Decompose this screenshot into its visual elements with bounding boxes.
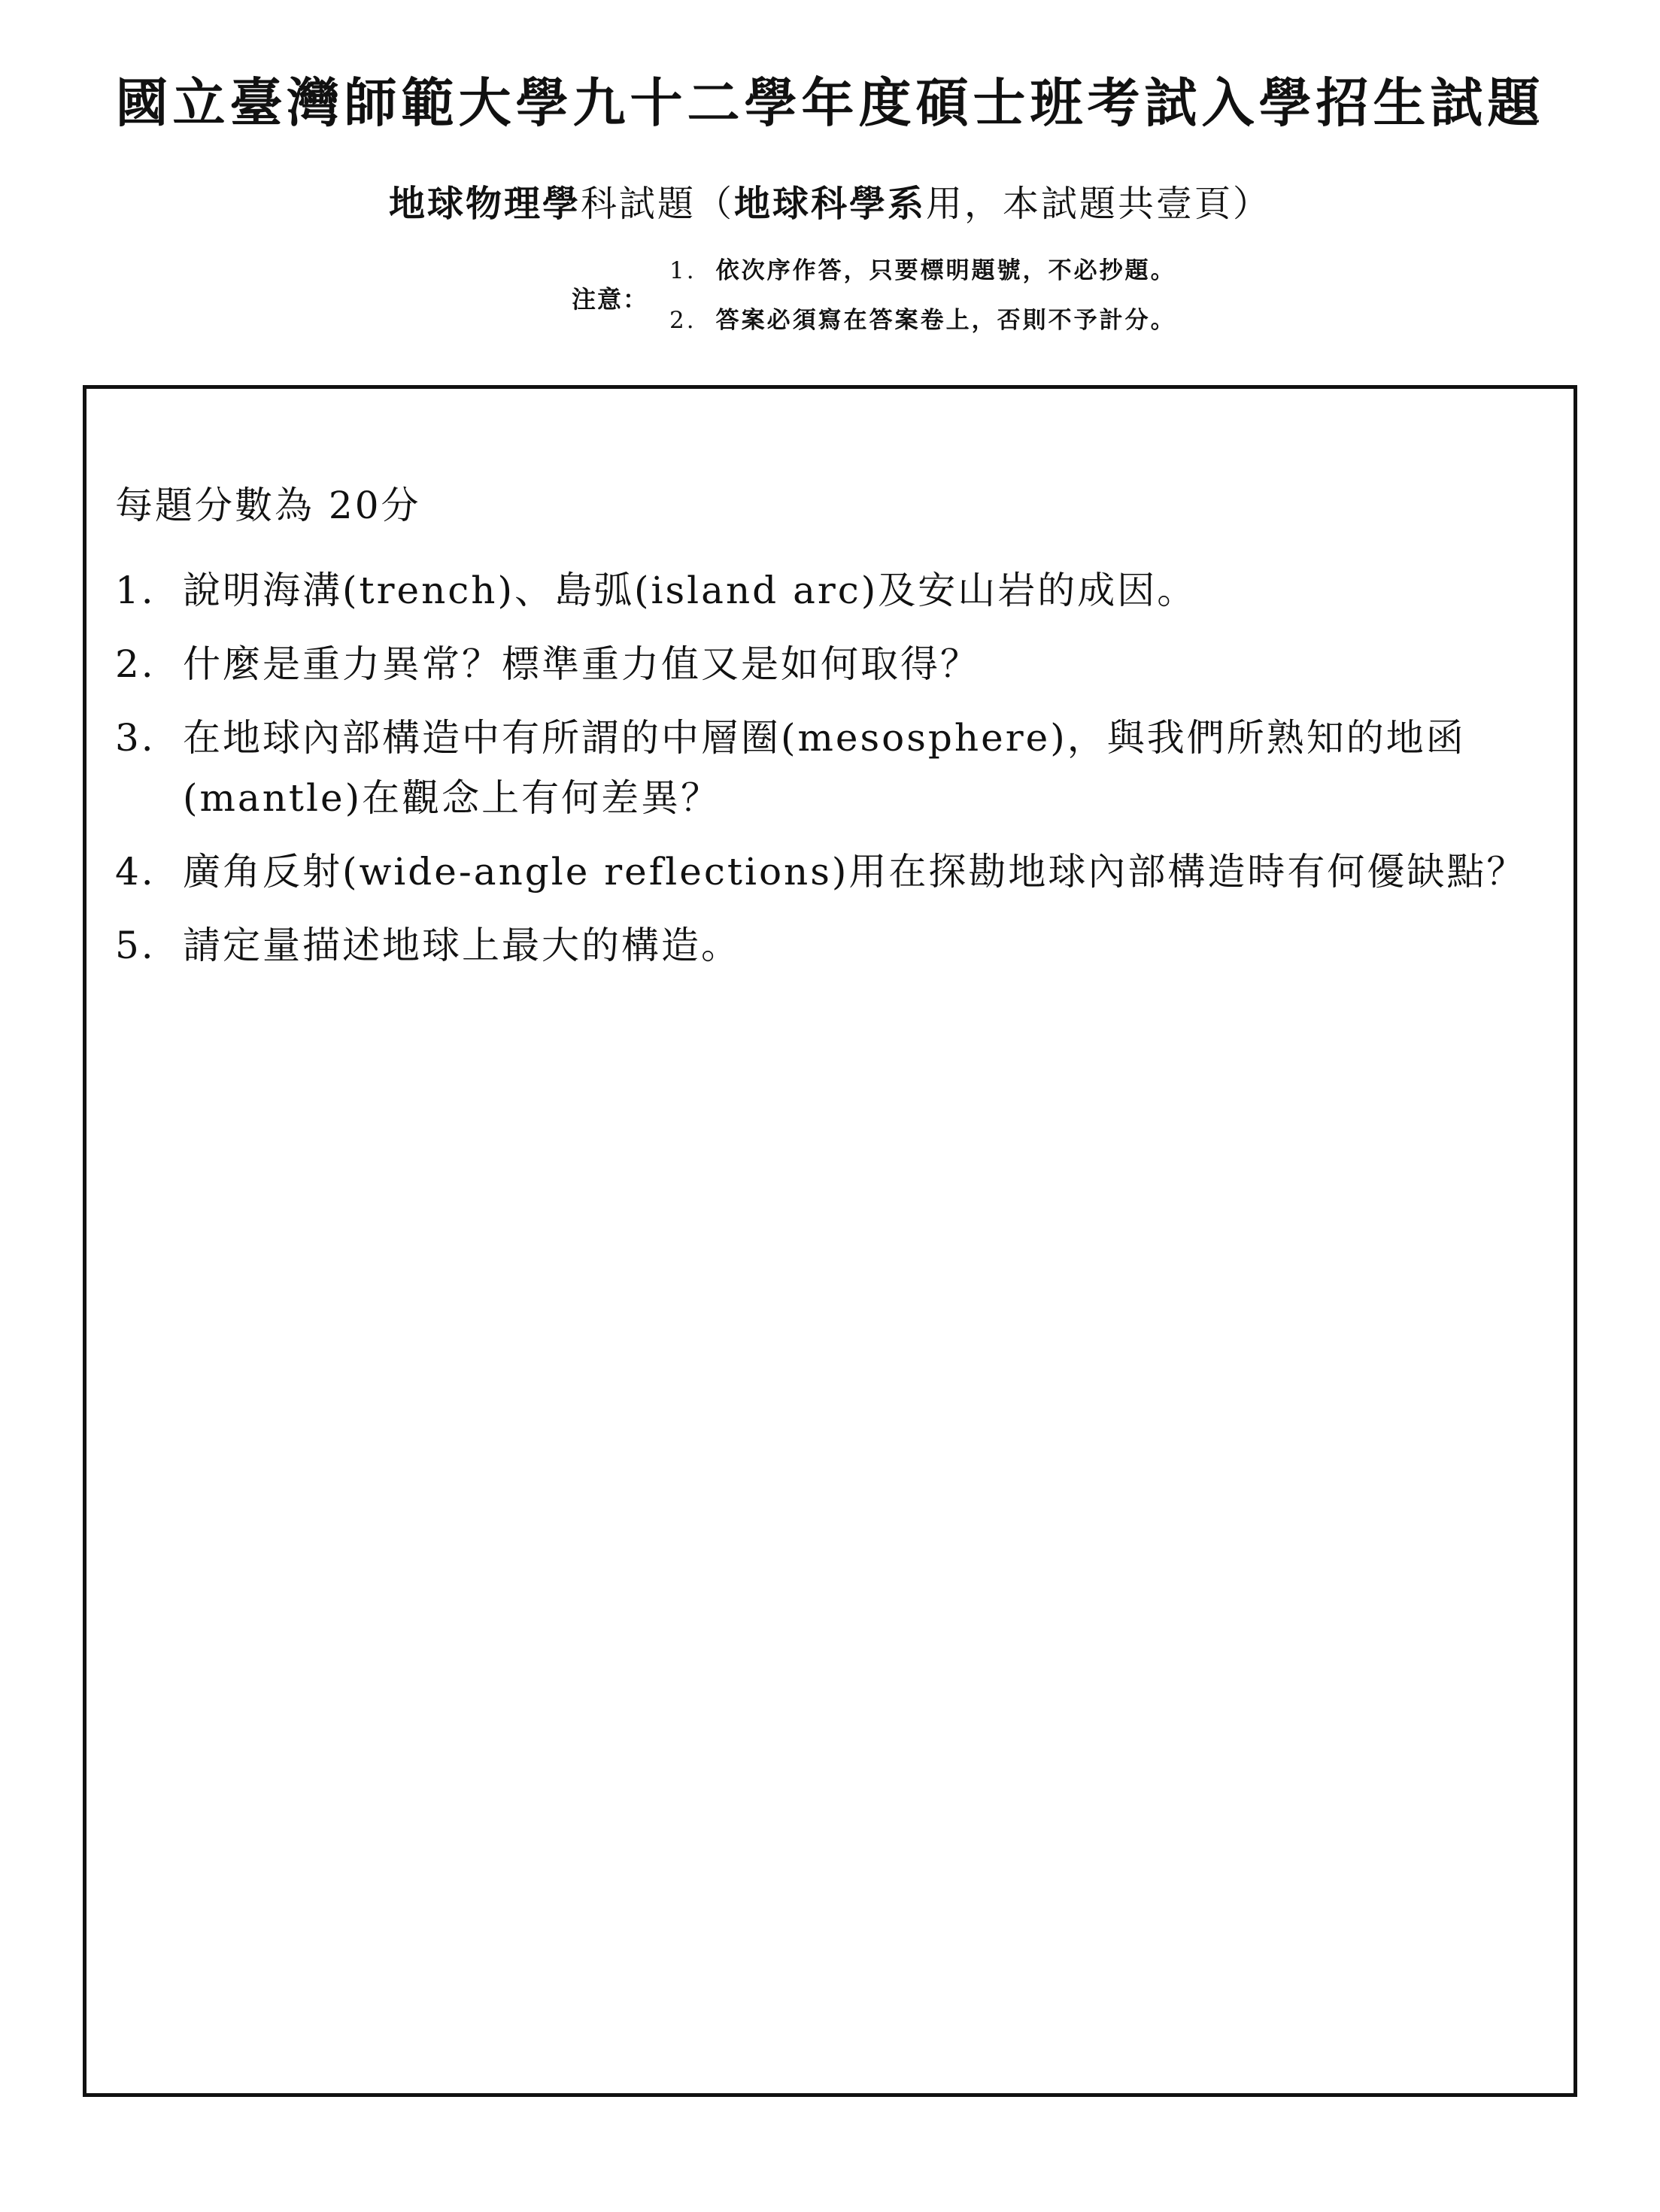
notes-label: 注意： xyxy=(572,285,649,314)
question-list xyxy=(115,560,1559,989)
note-item xyxy=(669,254,1176,287)
exam-title: 國立臺灣師範大學九十二學年度碩士班考試入學招生試題 xyxy=(115,72,1545,134)
department-name: 地球科學系 xyxy=(734,183,927,225)
question-item xyxy=(115,634,1559,694)
question-number: 1. xyxy=(115,569,156,612)
note-text: 依次序作答，只要標明題號，不必抄題。 xyxy=(715,257,1176,284)
question-item xyxy=(115,915,1559,976)
note-text: 答案必須寫在答案卷上，否則不予計分。 xyxy=(715,307,1176,334)
subject-name: 地球物理學 xyxy=(388,183,581,225)
exam-subtitle xyxy=(0,179,1660,229)
score-note: 每題分數為 20分 xyxy=(115,484,421,527)
question-text: 什麼是重力異常？標準重力值又是如何取得？ xyxy=(183,642,980,686)
department-suffix: 用，本試題共壹頁） xyxy=(926,183,1272,225)
question-item xyxy=(115,708,1559,828)
question-text: 廣角反射(wide-angle reflections)用在探勘地球內部構造時有何優缺點？ xyxy=(183,850,1527,894)
question-number: 4. xyxy=(115,850,156,894)
question-text: 說明海溝(trench)、島弧(island arc)及安山岩的成因。 xyxy=(183,569,1197,612)
instructions-notes xyxy=(572,254,1399,344)
question-box xyxy=(83,385,1577,2097)
question-text: 在地球內部構造中有所謂的中層圈(mesosphere)，與我們所熟知的地函(mantle)在觀念上有何差異？ xyxy=(183,716,1466,820)
note-number: 2. xyxy=(669,307,696,334)
note-number: 1. xyxy=(669,257,696,284)
question-number: 2. xyxy=(115,642,156,686)
subject-suffix: 科試題（ xyxy=(580,183,734,225)
question-item xyxy=(115,842,1559,902)
question-item xyxy=(115,560,1559,621)
question-text: 請定量描述地球上最大的構造。 xyxy=(183,924,741,967)
question-number: 5. xyxy=(115,924,156,967)
note-item xyxy=(669,304,1176,337)
question-number: 3. xyxy=(115,716,156,760)
